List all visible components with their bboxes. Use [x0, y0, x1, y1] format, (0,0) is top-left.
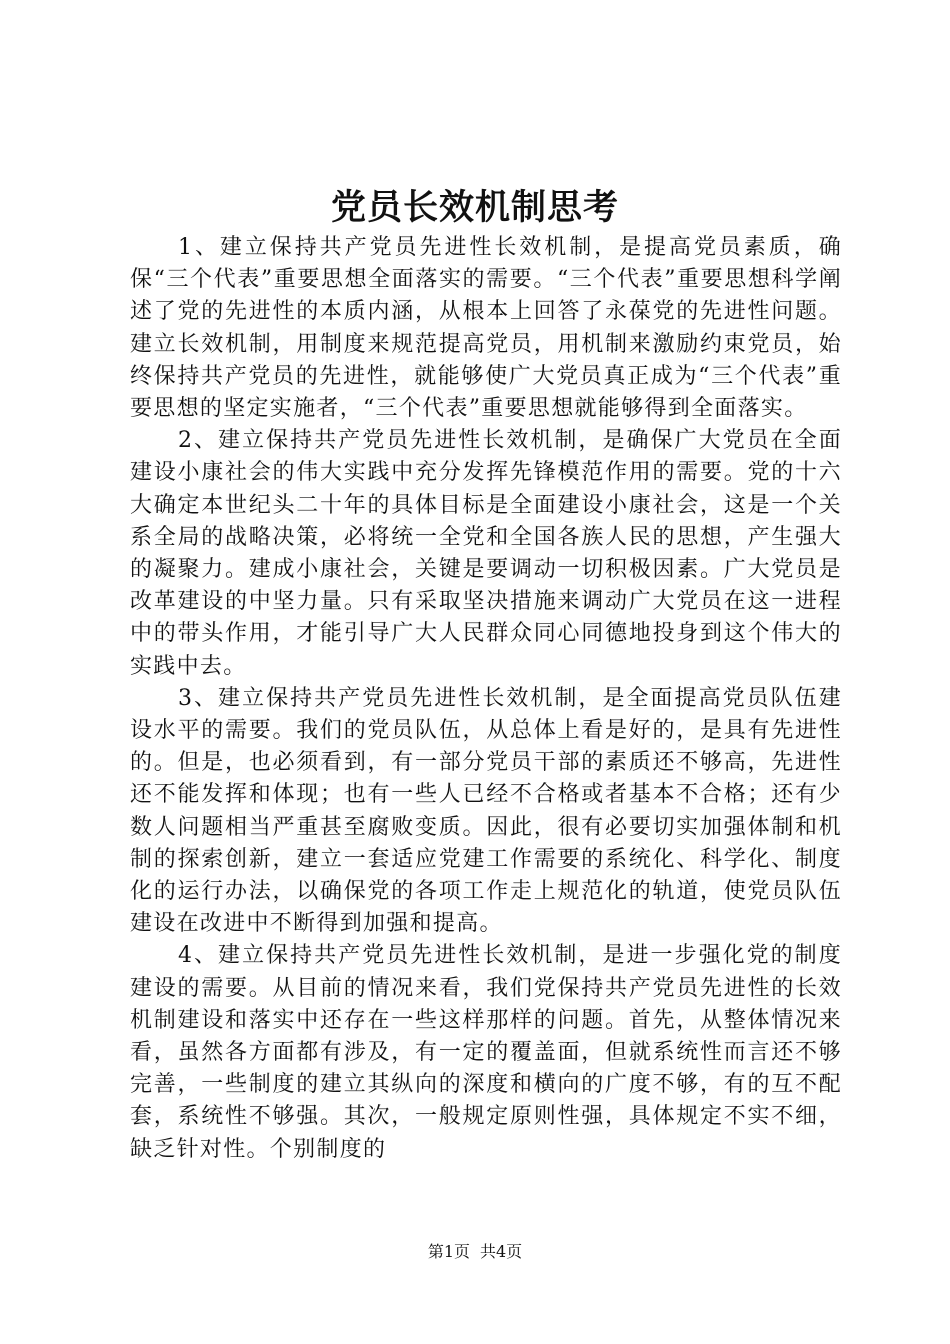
page-footer: [0, 1241, 950, 1263]
page-number: 第1页: [427, 1242, 470, 1261]
paragraph-3: 3、建立保持共产党员先进性长效机制，是全面提高党员队伍建设水平的需要。我们的党员队伍，从总体上看是好的，是具有先进性的。但是，也必须看到，有一部分党员干部的素质还不够高，先进性还不能发挥和体现；也有一些人已经不合格或者基本不合格；还有少数人问题相当严重甚至腐败变质。因此，很有必要切实加强体制和机制的探索创新，建立一套适应党建工作需要的系统化、科学化、制度化的运行办法，以确保党的各项工作走上规范化的轨道，使党员队伍建设在改进中不断得到加强和提高。: [130, 685, 842, 937]
document-body: [130, 232, 842, 1182]
paragraph-2: 2、建立保持共产党员先进性长效机制，是确保广大党员在全面建设小康社会的伟大实践中充分发挥先锋模范作用的需要。党的十六大确定本世纪头二十年的具体目标是全面建设小康社会，这是一个关系全局的战略决策，必将统一全党和全国各族人民的思想，产生强大的凝聚力。建成小康社会，关键是要调动一切积极因素。广大党员是改革建设的中坚力量。只有采取坚决措施来调动广大党员在这一进程中的带头作用，才能引导广大人民群众同心同德地投身到这个伟大的实践中去。: [130, 428, 842, 679]
page-total: 共4页: [480, 1242, 523, 1261]
page-title: 党员长效机制思考: [330, 187, 619, 228]
paragraph-4: 4、建立保持共产党员先进性长效机制，是进一步强化党的制度建设的需要。从目前的情况来看，我们党保持共产党员先进性的长效机制建设和落实中还存在一些这样那样的问题。首先，从整体情况来看，虽然各方面都有涉及，有一定的覆盖面，但就系统性而言还不够完善，一些制度的建立其纵向的深度和横向的广度不够，有的互不配套，系统性不够强。其次，一般规定原则性强，具体规定不实不细，缺乏针对性。个别制度的: [130, 943, 842, 1162]
paragraph-1: 1、建立保持共产党员先进性长效机制，是提高党员素质，确保“三个代表”重要思想全面落实的需要。“三个代表”重要思想科学阐述了党的先进性的本质内涵，从根本上回答了永葆党的先进性问题。建立长效机制，用制度来规范提高党员，用机制来激励约束党员，始终保持共产党员的先进性，就能够使广大党员真正成为“三个代表”重要思想的坚定实施者，“三个代表”重要思想就能够得到全面落实。: [130, 235, 842, 422]
